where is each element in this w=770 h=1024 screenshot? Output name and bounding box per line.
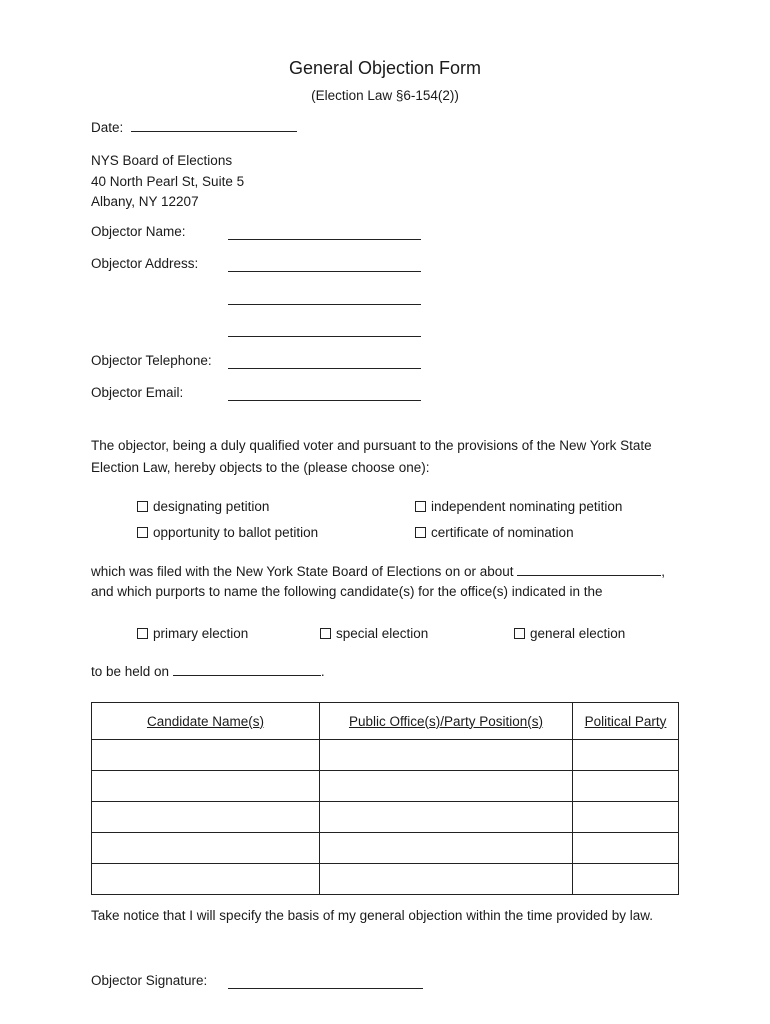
checkbox-icon[interactable] xyxy=(415,501,426,512)
option-opportunity-to-ballot-petition[interactable]: opportunity to ballot petition xyxy=(137,525,318,540)
table-cell[interactable] xyxy=(320,864,573,895)
intro-paragraph: The objector, being a duly qualified voter and pursuant to the provisions of the New York State Election Law, hereby objects to the (please choose one): xyxy=(91,438,652,475)
table-cell[interactable] xyxy=(573,864,679,895)
objector-email-label: Objector Email: xyxy=(91,385,184,400)
table-cell[interactable] xyxy=(92,740,320,771)
filed-date-field[interactable] xyxy=(517,563,661,576)
option-designating-petition[interactable]: designating petition xyxy=(137,499,269,514)
table-cell[interactable] xyxy=(320,740,573,771)
table-cell[interactable] xyxy=(92,771,320,802)
table-row xyxy=(92,771,679,802)
address-line-2: 40 North Pearl St, Suite 5 xyxy=(91,173,245,189)
address-line-1: NYS Board of Elections xyxy=(91,153,233,168)
form-title: General Objection Form xyxy=(288,58,482,78)
objector-name-label: Objector Name: xyxy=(91,224,186,239)
table-header-row xyxy=(92,703,679,740)
notice-text: Take notice that I will specify the basis of my general objection within the time provided by law. xyxy=(91,908,654,923)
header-public-office: Public Office(s)/Party Position(s) xyxy=(320,703,573,740)
table-cell[interactable] xyxy=(320,802,573,833)
checkbox-icon[interactable] xyxy=(137,501,148,512)
objector-telephone-field[interactable] xyxy=(228,368,421,369)
filed-text-line-1: which was filed with the New York State Board of Elections on or about , xyxy=(91,564,666,579)
option-primary-election[interactable]: primary election xyxy=(137,626,248,641)
signature-label: Objector Signature: xyxy=(91,973,208,988)
objector-email-field[interactable] xyxy=(228,400,421,401)
table-cell[interactable] xyxy=(573,833,679,864)
checkbox-icon[interactable] xyxy=(514,628,525,639)
signature-field[interactable] xyxy=(228,988,423,989)
table-cell[interactable] xyxy=(573,771,679,802)
table-cell[interactable] xyxy=(92,864,320,895)
table-row xyxy=(92,740,679,771)
table-cell[interactable] xyxy=(573,802,679,833)
table-cell[interactable] xyxy=(573,740,679,771)
board-address xyxy=(91,151,244,213)
header-political-party: Political Party xyxy=(573,703,679,740)
objector-address-field-2[interactable] xyxy=(228,304,421,305)
table-cell[interactable] xyxy=(92,802,320,833)
objector-address-field-3[interactable] xyxy=(228,336,421,337)
table-cell[interactable] xyxy=(92,833,320,864)
checkbox-icon[interactable] xyxy=(415,527,426,538)
checkbox-icon[interactable] xyxy=(137,527,148,538)
table-row xyxy=(92,864,679,895)
objector-address-label: Objector Address: xyxy=(91,256,199,271)
table-cell[interactable] xyxy=(320,833,573,864)
option-independent-nominating-petition[interactable]: independent nominating petition xyxy=(415,499,622,514)
checkbox-icon[interactable] xyxy=(320,628,331,639)
date-field[interactable] xyxy=(131,119,297,132)
option-special-election[interactable]: special election xyxy=(320,626,428,641)
table-row xyxy=(92,802,679,833)
objector-telephone-label: Objector Telephone: xyxy=(91,353,212,368)
filed-text-line-2: and which purports to name the following candidate(s) for the office(s) indicated in the xyxy=(91,584,603,599)
objector-name-field[interactable] xyxy=(228,239,421,240)
objector-address-field-1[interactable] xyxy=(228,271,421,272)
address-line-3: Albany, NY 12207 xyxy=(91,194,199,209)
table-cell[interactable] xyxy=(320,771,573,802)
option-general-election[interactable]: general election xyxy=(514,626,625,641)
date-label: Date: xyxy=(91,120,124,135)
candidates-table xyxy=(91,702,679,895)
date-row xyxy=(91,119,297,135)
table-row xyxy=(92,833,679,864)
option-certificate-of-nomination[interactable]: certificate of nomination xyxy=(415,525,574,540)
form-subtitle: (Election Law §6-154(2)) xyxy=(311,88,459,103)
held-on-date-field[interactable] xyxy=(173,663,321,676)
header-candidate-names: Candidate Name(s) xyxy=(92,703,320,740)
checkbox-icon[interactable] xyxy=(137,628,148,639)
held-on-row: to be held on . xyxy=(91,664,325,679)
